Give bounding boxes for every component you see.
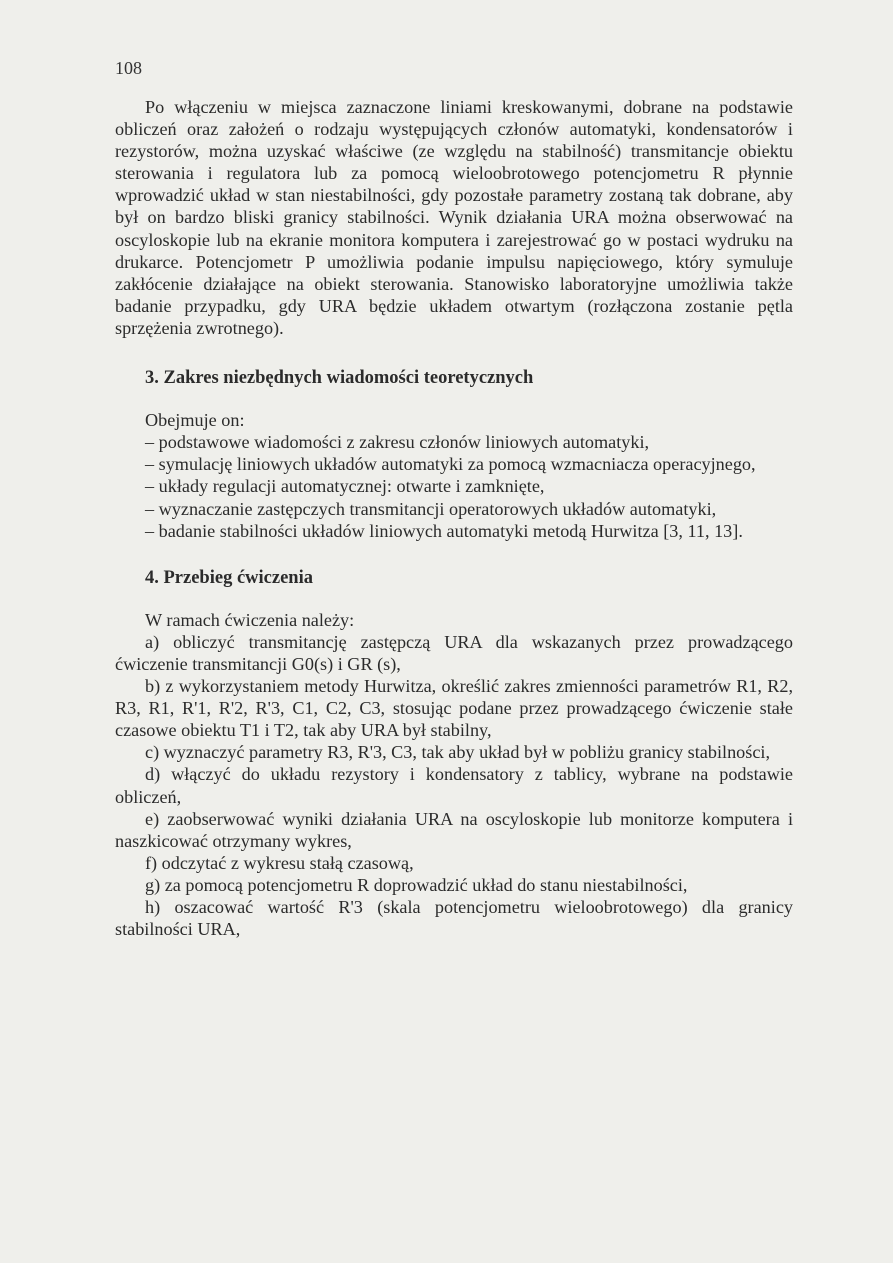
list-item: f) odczytać z wykresu stałą czasową, [145,852,414,873]
list-item: – wyznaczanie zastępczych transmitancji operatorowych układów automatyki, [145,498,717,519]
list-item: c) wyznaczyć parametry R3, R'3, C3, tak aby układ był w pobliżu granicy stabilności, [145,742,771,763]
list-item: – badanie stabilności układów liniowych automatyki metodą Hurwitza [3, 11, 13]. [145,520,743,541]
list-item: – podstawowe wiadomości z zakresu członów liniowych automatyki, [145,432,650,453]
list-item: g) za pomocą potencjometru R doprowadzić układ do stanu niestabilności, [145,874,688,895]
intro-paragraph: Po włączeniu w miejsca zaznaczone liniami kreskowanymi, dobrane na podstawie obliczeń oraz założeń o rodzaju występujących członów automatyki, kondensatorów i rezystorów, można uzyskać właściwe (ze względu na stabilność) transmitancje obiektu sterowania i regulatora lub za pomocą wieloobrotowego potencjometru R płynnie wprowadzić układ w stan niestabilności, gdy pozostałe parametry zostaną tak dobrane, aby był on bardzo bliski granicy stabilności. Wynik działania URA można obserwować na oscyloskopie lub na ekranie monitora komputera i zarejestrować go w postaci wydruku na drukarce. Potencjometr P umożliwia podanie impulsu napięciowego, który symuluje zakłócenie działające na obiekt sterowania. Stanowisko laboratoryjne umożliwia także badanie przypadku, gdy URA będzie układem otwartym (rozłączona zostanie pętla sprzężenia zwrotnego). [115,97,793,338]
list-item: a) obliczyć transmitancję zastępczą URA dla wskazanych przez prowadzącego ćwiczenie transmitancji G0(s) i GR (s), [115,631,793,674]
section-4-intro: W ramach ćwiczenia należy: [145,609,355,630]
list-item: e) zaobserwować wyniki działania URA na oscyloskopie lub monitorze komputera i naszkicować otrzymany wykres, [115,808,793,851]
list-item: h) oszacować wartość R'3 (skala potencjometru wieloobrotowego) dla granicy stabilności URA, [115,897,793,940]
section-3-intro: Obejmuje on: [145,410,245,431]
list-item: – symulację liniowych układów automatyki za pomocą wzmacniacza operacyjnego, [145,454,756,475]
section-3-body [115,409,793,542]
section-4-heading: 4. Przebieg ćwiczenia [145,567,313,588]
list-item: b) z wykorzystaniem metody Hurwitza, określić zakres zmienności parametrów R1, R2, R3, R1, R'1, R'2, R'3, C1, C2, C3, stosując podane przez prowadzącego ćwiczenie stałe czasowe obiektu T1 i T2, tak aby URA był stabilny, [115,676,793,741]
list-item: – układy regulacji automatycznej: otwarte i zamknięte, [145,476,545,497]
section-3-heading: 3. Zakres niezbędnych wiadomości teoretycznych [145,368,534,389]
page-number: 108 [115,58,142,78]
section-4-body [115,609,793,940]
list-item: d) włączyć do układu rezystory i kondensatory z tablicy, wybrane na podstawie obliczeń, [115,764,793,807]
page-content [115,96,793,940]
